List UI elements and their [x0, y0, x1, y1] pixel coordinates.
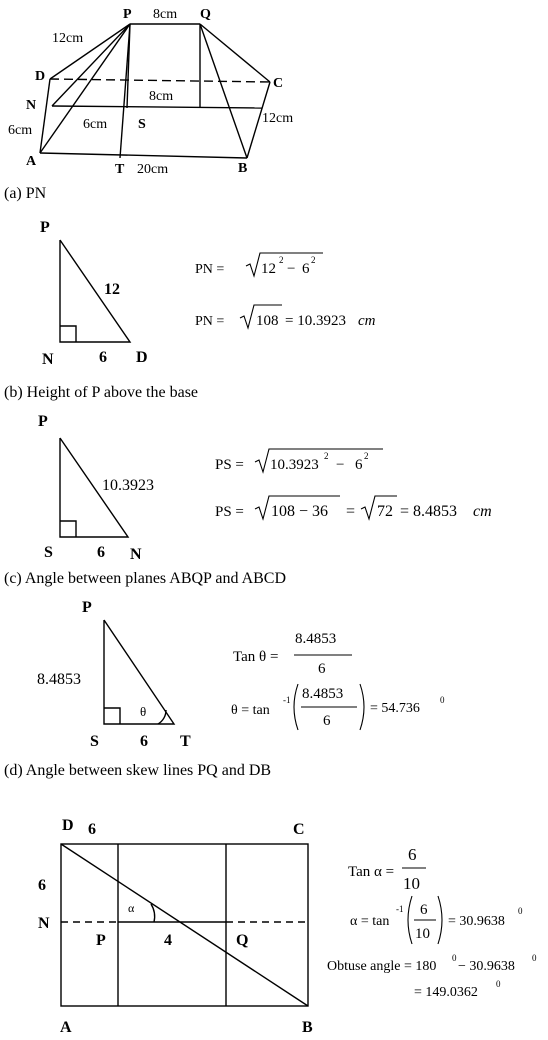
label-hyp: 10.3923: [102, 477, 154, 494]
len-bc: 12cm: [262, 111, 294, 126]
label-top-6: 6: [88, 821, 96, 838]
len-ns: 6cm: [83, 117, 108, 132]
svg-text:72: 72: [377, 503, 393, 520]
eq-theta: [231, 684, 445, 730]
edge-dc-dashed: [50, 79, 270, 82]
part-d-title: (d) Angle between skew lines PQ and DB: [4, 762, 272, 779]
svg-text:= 54.736: = 54.736: [370, 701, 420, 716]
svg-text:108: 108: [256, 313, 279, 329]
paren-left: [294, 684, 298, 730]
edge-ab: [40, 153, 247, 158]
eq-alpha: [350, 896, 523, 944]
svg-text:Tan θ =: Tan θ =: [233, 649, 279, 665]
label-a: A: [60, 1019, 72, 1036]
len-ab: 20cm: [137, 162, 169, 177]
eq-ps-1: [215, 449, 383, 473]
svg-text:= 30.9638: = 30.9638: [448, 914, 505, 929]
label-p: P: [96, 932, 106, 949]
label-n: N: [38, 915, 50, 932]
svg-text:−: −: [336, 457, 345, 473]
svg-text:−: −: [287, 261, 296, 277]
paren-left: [408, 896, 412, 944]
label-base: 6: [99, 349, 107, 366]
svg-text:12: 12: [261, 261, 276, 277]
label-p: P: [40, 219, 50, 236]
svg-text:PN =: PN =: [195, 262, 225, 277]
svg-text:PS =: PS =: [215, 457, 244, 473]
alpha-arc: [151, 904, 155, 922]
theta-arc: [158, 710, 166, 724]
label-q: Q: [236, 932, 249, 949]
svg-text:10: 10: [415, 926, 430, 942]
svg-text:= 8.4853: = 8.4853: [400, 503, 458, 520]
len-pd: 12cm: [52, 31, 84, 46]
svg-text:6: 6: [318, 661, 326, 677]
part-a-title: (a) PN: [4, 185, 47, 202]
part-b-title: (b) Height of P above the base: [4, 384, 199, 401]
paren-right: [360, 684, 364, 730]
svg-text:PN =: PN =: [195, 314, 225, 329]
label-base: 6: [97, 544, 105, 561]
label-d: D: [136, 349, 148, 366]
rectangle-figure: [61, 844, 308, 1006]
svg-text:2: 2: [311, 255, 316, 265]
right-angle-marker: [60, 326, 76, 342]
svg-text:0: 0: [518, 906, 523, 916]
svg-text:6: 6: [420, 902, 428, 918]
svg-text:2: 2: [324, 451, 329, 461]
label-left-6: 6: [38, 877, 46, 894]
label-base: 6: [140, 733, 148, 750]
svg-text:0: 0: [496, 979, 501, 989]
len-mid: 8cm: [149, 89, 174, 104]
svg-text:PS =: PS =: [215, 504, 244, 520]
label-four: 4: [164, 932, 172, 949]
svg-text:6: 6: [302, 261, 310, 277]
vertex-n: N: [26, 98, 37, 113]
label-t: T: [180, 733, 191, 750]
vertex-c: C: [273, 76, 284, 91]
vertex-q: Q: [200, 7, 211, 22]
svg-text:6: 6: [355, 457, 363, 473]
svg-text:6: 6: [323, 713, 331, 729]
svg-text:-1: -1: [396, 904, 404, 914]
label-alpha: α: [128, 901, 135, 915]
svg-text:= 149.0362: = 149.0362: [414, 985, 478, 1000]
line-pt: [120, 24, 130, 158]
eq-ps-2: [215, 496, 492, 520]
label-d: D: [62, 817, 74, 834]
label-n: N: [130, 546, 142, 563]
svg-text:− 30.9638: − 30.9638: [458, 959, 515, 974]
eq-tan-alpha: [348, 845, 426, 893]
vertex-b: B: [238, 161, 248, 176]
label-side: 8.4853: [37, 671, 81, 688]
svg-text:6: 6: [408, 845, 417, 864]
len-pq: 8cm: [153, 7, 178, 22]
svg-text:cm: cm: [358, 313, 376, 329]
svg-text:=: =: [346, 503, 356, 520]
point-s: S: [138, 117, 146, 132]
line-n-mid: [52, 106, 262, 108]
svg-text:108 − 36: 108 − 36: [271, 503, 329, 520]
label-theta: θ: [140, 704, 147, 719]
svg-text:2: 2: [279, 255, 284, 265]
part-c-title: (c) Angle between planes ABQP and ABCD: [4, 570, 287, 587]
point-t: T: [115, 162, 125, 177]
svg-text:-1: -1: [283, 695, 291, 705]
svg-text:10.3923: 10.3923: [270, 457, 319, 473]
svg-text:θ = tan: θ = tan: [231, 703, 270, 718]
svg-text:0: 0: [532, 953, 537, 963]
paren-right: [438, 896, 442, 944]
label-c: C: [293, 821, 305, 838]
eq-pn-2: [195, 305, 376, 329]
label-s: S: [44, 544, 53, 561]
diagonal-db: [61, 844, 308, 1006]
vertex-d: D: [35, 69, 46, 84]
eq-obtuse-result: [414, 979, 501, 1000]
svg-text:8.4853: 8.4853: [295, 631, 337, 647]
triangle-pst: [104, 620, 174, 724]
svg-text:0: 0: [440, 695, 445, 705]
svg-text:0: 0: [452, 953, 457, 963]
label-b: B: [302, 1019, 313, 1036]
svg-text:Tan α =: Tan α =: [348, 864, 395, 880]
label-hyp: 12: [104, 281, 120, 298]
label-p: P: [82, 599, 92, 616]
len-an: 6cm: [8, 123, 33, 138]
svg-text:8.4853: 8.4853: [302, 686, 344, 702]
svg-text:Obtuse angle = 180: Obtuse angle = 180: [327, 959, 437, 974]
frustum-labels: [8, 7, 293, 177]
label-s: S: [90, 733, 99, 750]
label-p: P: [38, 413, 48, 430]
svg-text:cm: cm: [473, 503, 492, 520]
eq-obtuse: [327, 953, 537, 974]
vertex-a: A: [26, 154, 37, 169]
svg-text:2: 2: [364, 451, 369, 461]
svg-text:10: 10: [403, 874, 420, 893]
vertex-p: P: [123, 7, 132, 22]
right-angle-marker: [104, 708, 120, 724]
right-angle-marker: [60, 521, 76, 537]
svg-text:= 10.3923: = 10.3923: [285, 313, 346, 329]
eq-pn-1: [195, 253, 323, 277]
label-n: N: [42, 351, 54, 368]
svg-text:α = tan: α = tan: [350, 914, 390, 929]
eq-tan-theta: [233, 631, 352, 677]
